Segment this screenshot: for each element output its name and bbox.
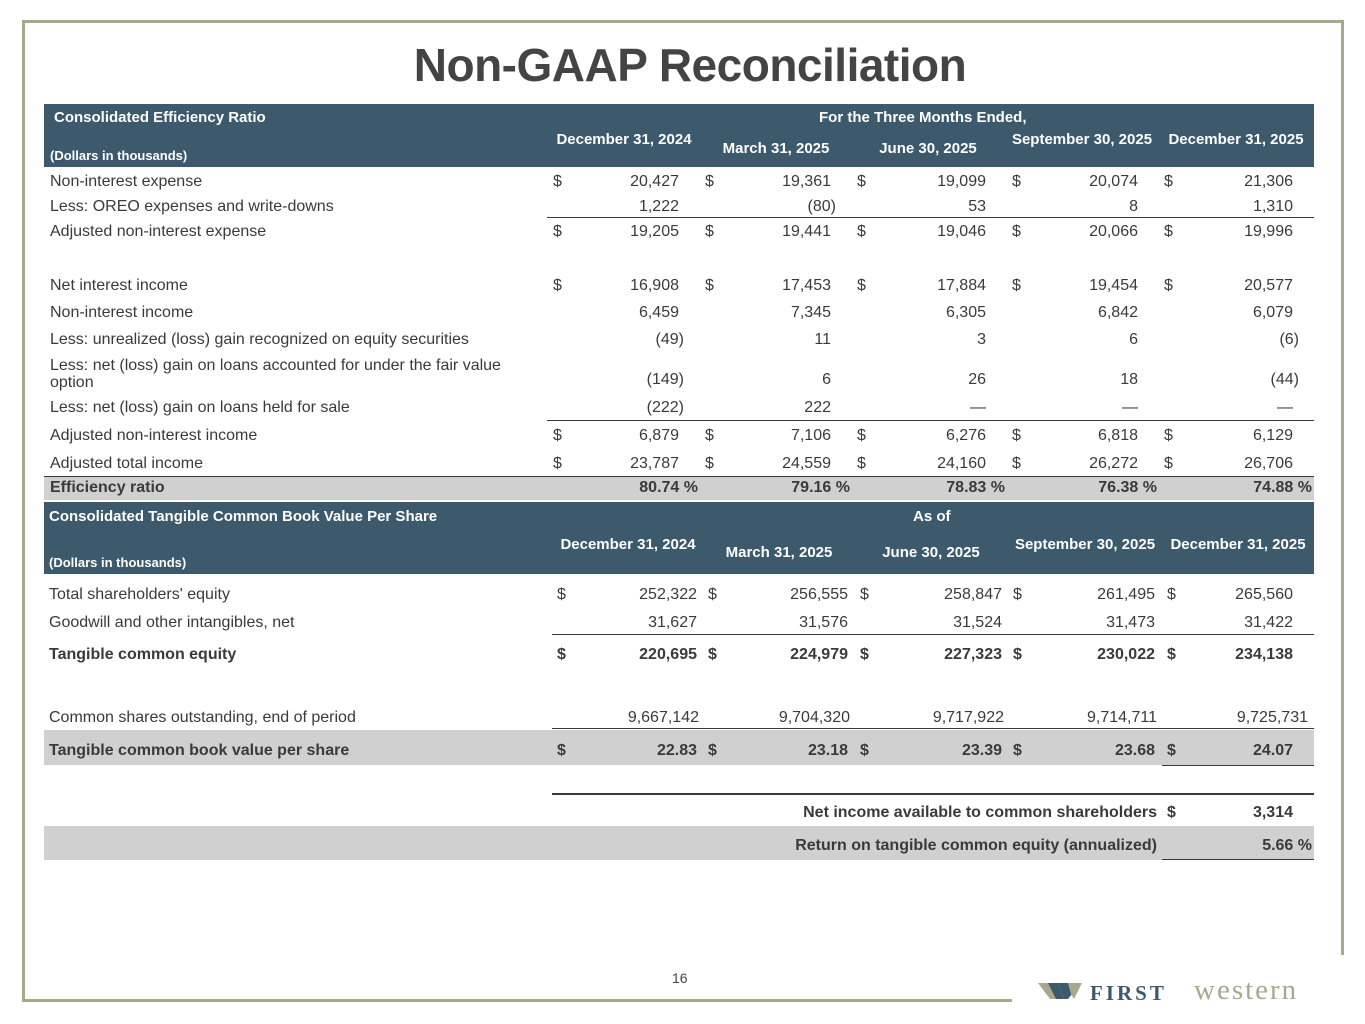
dollar-sign: $ xyxy=(1167,742,1176,759)
row-label: Less: OREO expenses and write-downs xyxy=(50,198,334,215)
cell-value: 79.16 % xyxy=(791,479,850,496)
cell-value: 6,842 xyxy=(1097,304,1138,321)
dollar-sign: $ xyxy=(553,427,562,444)
cell-value: 9,667,142 xyxy=(627,709,699,726)
cell-value: 1,310 xyxy=(1252,198,1293,215)
efficiency-units-label: (Dollars in thousands) xyxy=(50,148,188,163)
row-label: Less: net (loss) gain on loans held for sale xyxy=(50,399,350,416)
cell-value: 24.07 xyxy=(1252,742,1293,759)
cell-value: 19,205 xyxy=(630,223,679,240)
dollar-sign: $ xyxy=(1012,277,1021,294)
dollar-sign: $ xyxy=(1164,173,1173,190)
row-label: Non-interest expense xyxy=(50,173,203,190)
cell-value: 8 xyxy=(1129,198,1138,215)
cell-value: (44) xyxy=(1270,371,1299,388)
cell-value: — xyxy=(1277,399,1293,416)
cell-value: 21,306 xyxy=(1244,173,1293,190)
dollar-sign: $ xyxy=(1164,427,1173,444)
tangible-col-header: March 31, 2025 xyxy=(725,544,833,561)
cell-value: 31,627 xyxy=(648,614,697,631)
dollar-sign: $ xyxy=(1167,804,1176,821)
total-rule xyxy=(1162,859,1314,860)
table-row xyxy=(44,643,1314,668)
cell-value: 76.38 % xyxy=(1098,479,1157,496)
cell-value: 6,079 xyxy=(1252,304,1293,321)
dollar-sign: $ xyxy=(708,646,717,663)
tangible-col-header: September 30, 2025 xyxy=(1014,536,1156,553)
row-label: Efficiency ratio xyxy=(50,479,165,496)
cell-value: 9,725,731 xyxy=(1236,709,1308,726)
table-row xyxy=(44,583,1314,608)
cell-value: 23.39 xyxy=(961,742,1002,759)
row-label: Goodwill and other intangibles, net xyxy=(49,614,295,631)
tangible-table-header xyxy=(44,502,1314,574)
table-row xyxy=(44,274,1314,299)
dollar-sign: $ xyxy=(708,742,717,759)
cell-value: 31,576 xyxy=(799,614,848,631)
frame-right-border xyxy=(1341,20,1344,955)
dollar-sign: $ xyxy=(557,586,566,603)
cell-value: 9,714,711 xyxy=(1087,709,1157,726)
dollar-sign: $ xyxy=(553,277,562,294)
cell-value: 261,495 xyxy=(1097,586,1155,603)
dollar-sign: $ xyxy=(860,586,869,603)
cell-value: 20,577 xyxy=(1244,277,1293,294)
cell-value: 26,272 xyxy=(1089,455,1138,472)
cell-value: 74.88 % xyxy=(1253,479,1312,496)
row-label: Adjusted non-interest income xyxy=(50,427,258,444)
row-label: Net interest income xyxy=(50,277,188,294)
cell-value: (49) xyxy=(655,331,684,348)
cell-value: 258,847 xyxy=(944,586,1002,603)
table-row xyxy=(44,611,1314,636)
dollar-sign: $ xyxy=(1167,586,1176,603)
tangible-col-header: December 31, 2024 xyxy=(560,536,696,553)
cell-value: 11 xyxy=(814,331,831,348)
dollar-sign: $ xyxy=(1012,223,1021,240)
cell-value: 18 xyxy=(1120,371,1138,388)
dollar-sign: $ xyxy=(1013,586,1022,603)
cell-value: 6,818 xyxy=(1097,427,1138,444)
table-row-tangible-bvps xyxy=(44,730,1314,765)
cell-value: (222) xyxy=(646,399,684,416)
table-row-rote xyxy=(44,826,1314,860)
row-label: Less: unrealized (loss) gain recognized on equity securities xyxy=(50,331,469,348)
efficiency-col-header: June 30, 2025 xyxy=(879,140,977,157)
cell-value: 6,276 xyxy=(945,427,986,444)
cell-value: 227,323 xyxy=(944,646,1002,663)
total-rule xyxy=(1162,765,1314,766)
rote-value: 5.66 % xyxy=(1262,837,1312,854)
cell-value: 9,704,320 xyxy=(778,709,850,726)
cell-value: 80.74 % xyxy=(639,479,698,496)
table-row xyxy=(44,170,1314,195)
dollar-sign: $ xyxy=(1164,223,1173,240)
section-rule xyxy=(552,793,1314,795)
dollar-sign: $ xyxy=(860,646,869,663)
subtotal-rule xyxy=(552,728,1314,729)
cell-value: 26 xyxy=(968,371,986,388)
subtotal-rule xyxy=(547,420,1314,421)
cell-value: 24,160 xyxy=(937,455,986,472)
efficiency-table-header xyxy=(44,104,1314,167)
dollar-sign: $ xyxy=(705,223,714,240)
page-title: Non-GAAP Reconciliation xyxy=(413,39,967,91)
dollar-sign: $ xyxy=(553,455,562,472)
cell-value: 23,787 xyxy=(630,455,679,472)
cell-value: (149) xyxy=(646,371,684,388)
cell-value: (6) xyxy=(1279,331,1299,348)
cell-value: 6,129 xyxy=(1252,427,1293,444)
frame-left-border xyxy=(22,20,25,1002)
row-label: Non-interest income xyxy=(50,304,194,321)
net-income-value: 3,314 xyxy=(1252,804,1293,821)
table-row-net-income xyxy=(44,801,1314,826)
cell-value: 7,345 xyxy=(790,304,831,321)
dollar-sign: $ xyxy=(1164,277,1173,294)
dollar-sign: $ xyxy=(705,173,714,190)
cell-value: 7,106 xyxy=(790,427,831,444)
cell-value: 23.68 xyxy=(1114,742,1155,759)
cell-value: (80) xyxy=(807,198,836,215)
dollar-sign: $ xyxy=(708,586,717,603)
frame-top-border xyxy=(22,20,1344,23)
tangible-col-header: December 31, 2025 xyxy=(1170,536,1306,553)
cell-value: 6 xyxy=(1129,331,1138,348)
dollar-sign: $ xyxy=(557,646,566,663)
row-label: Less: net (loss) gain on loans accounted for under the fair value option xyxy=(50,357,501,391)
dollar-sign: $ xyxy=(553,223,562,240)
cell-value: 256,555 xyxy=(790,586,848,603)
cell-value: 6 xyxy=(822,371,831,388)
company-logo xyxy=(1038,974,1348,1008)
dollar-sign: $ xyxy=(857,223,866,240)
table-row xyxy=(44,452,1314,477)
row-label: Tangible common book value per share xyxy=(49,742,350,759)
tangible-units-label: (Dollars in thousands) xyxy=(49,555,187,570)
page-number: 16 xyxy=(672,970,688,986)
dollar-sign: $ xyxy=(705,455,714,472)
cell-value: 19,099 xyxy=(937,173,986,190)
rote-label: Return on tangible common equity (annualized) xyxy=(795,837,1157,854)
cell-value: 22.83 xyxy=(656,742,697,759)
cell-value: 23.18 xyxy=(807,742,848,759)
cell-value: 19,441 xyxy=(782,223,831,240)
cell-value: 220,695 xyxy=(639,646,697,663)
cell-value: 224,979 xyxy=(790,646,848,663)
table-row xyxy=(44,396,1314,421)
cell-value: 24,559 xyxy=(782,455,831,472)
cell-value: 19,996 xyxy=(1244,223,1293,240)
cell-value: 31,473 xyxy=(1106,614,1155,631)
dollar-sign: $ xyxy=(705,277,714,294)
efficiency-section-title: Consolidated Efficiency Ratio xyxy=(54,109,266,126)
dollar-sign: $ xyxy=(857,427,866,444)
table-row xyxy=(44,354,1314,392)
cell-value: 26,706 xyxy=(1244,455,1293,472)
dollar-sign: $ xyxy=(857,455,866,472)
dollar-sign: $ xyxy=(857,277,866,294)
cell-value: 230,022 xyxy=(1097,646,1155,663)
cell-value: 53 xyxy=(968,198,986,215)
cell-value: 20,427 xyxy=(630,173,679,190)
cell-value: — xyxy=(970,399,986,416)
cell-value: 78.83 % xyxy=(946,479,1005,496)
cell-value: 19,046 xyxy=(937,223,986,240)
cell-value: 6,305 xyxy=(945,304,986,321)
dollar-sign: $ xyxy=(557,742,566,759)
cell-value: 265,560 xyxy=(1235,586,1293,603)
row-label: Tangible common equity xyxy=(49,646,237,663)
cell-value: 3 xyxy=(977,331,986,348)
efficiency-col-header: March 31, 2025 xyxy=(722,140,830,157)
dollar-sign: $ xyxy=(1012,173,1021,190)
row-label: Total shareholders' equity xyxy=(49,586,230,603)
cell-value: 252,322 xyxy=(639,586,697,603)
subtotal-rule xyxy=(552,634,1314,635)
dollar-sign: $ xyxy=(553,173,562,190)
subtotal-rule xyxy=(547,217,1314,218)
frame-bottom-border xyxy=(22,999,1012,1002)
cell-value: 20,066 xyxy=(1089,223,1138,240)
cell-value: — xyxy=(1122,399,1138,416)
dollar-sign: $ xyxy=(860,742,869,759)
dollar-sign: $ xyxy=(1167,646,1176,663)
logo-western-text: western xyxy=(1194,974,1299,1006)
row-label: Adjusted non-interest expense xyxy=(50,223,267,240)
table-row xyxy=(44,424,1314,449)
cell-value: 17,453 xyxy=(782,277,831,294)
efficiency-col-header: December 31, 2025 xyxy=(1168,131,1304,148)
dollar-sign: $ xyxy=(1012,427,1021,444)
cell-value: 6,879 xyxy=(638,427,679,444)
logo-first-text: FIRST xyxy=(1090,981,1167,1005)
cell-value: 1,222 xyxy=(638,198,679,215)
net-income-label: Net income available to common shareholders xyxy=(803,804,1157,821)
efficiency-col-header: December 31, 2024 xyxy=(556,131,692,148)
tangible-col-header: June 30, 2025 xyxy=(882,544,980,561)
row-label: Common shares outstanding, end of period xyxy=(49,709,356,726)
cell-value: 222 xyxy=(804,399,831,416)
cell-value: 19,361 xyxy=(782,173,831,190)
dollar-sign: $ xyxy=(857,173,866,190)
tangible-section-title: Consolidated Tangible Common Book Value Per Share xyxy=(49,508,438,525)
cell-value: 234,138 xyxy=(1235,646,1293,663)
efficiency-period-header: For the Three Months Ended, xyxy=(819,109,1027,126)
cell-value: 20,074 xyxy=(1089,173,1138,190)
efficiency-col-header: September 30, 2025 xyxy=(1011,131,1153,148)
row-label: Adjusted total income xyxy=(50,455,203,472)
cell-value: 31,524 xyxy=(953,614,1002,631)
cell-value: 17,884 xyxy=(937,277,986,294)
cell-value: 6,459 xyxy=(638,304,679,321)
table-row xyxy=(44,220,1314,245)
first-western-mark-icon xyxy=(1038,982,1082,1000)
table-row xyxy=(44,301,1314,326)
cell-value: 16,908 xyxy=(630,277,679,294)
cell-value: 19,454 xyxy=(1089,277,1138,294)
tangible-period-header: As of xyxy=(913,508,951,525)
table-row-efficiency-ratio xyxy=(44,476,1314,500)
dollar-sign: $ xyxy=(1164,455,1173,472)
table-row xyxy=(44,328,1314,353)
cell-value: 9,717,922 xyxy=(932,709,1004,726)
cell-value: 31,422 xyxy=(1244,614,1293,631)
dollar-sign: $ xyxy=(1013,742,1022,759)
dollar-sign: $ xyxy=(1012,455,1021,472)
dollar-sign: $ xyxy=(1013,646,1022,663)
dollar-sign: $ xyxy=(705,427,714,444)
